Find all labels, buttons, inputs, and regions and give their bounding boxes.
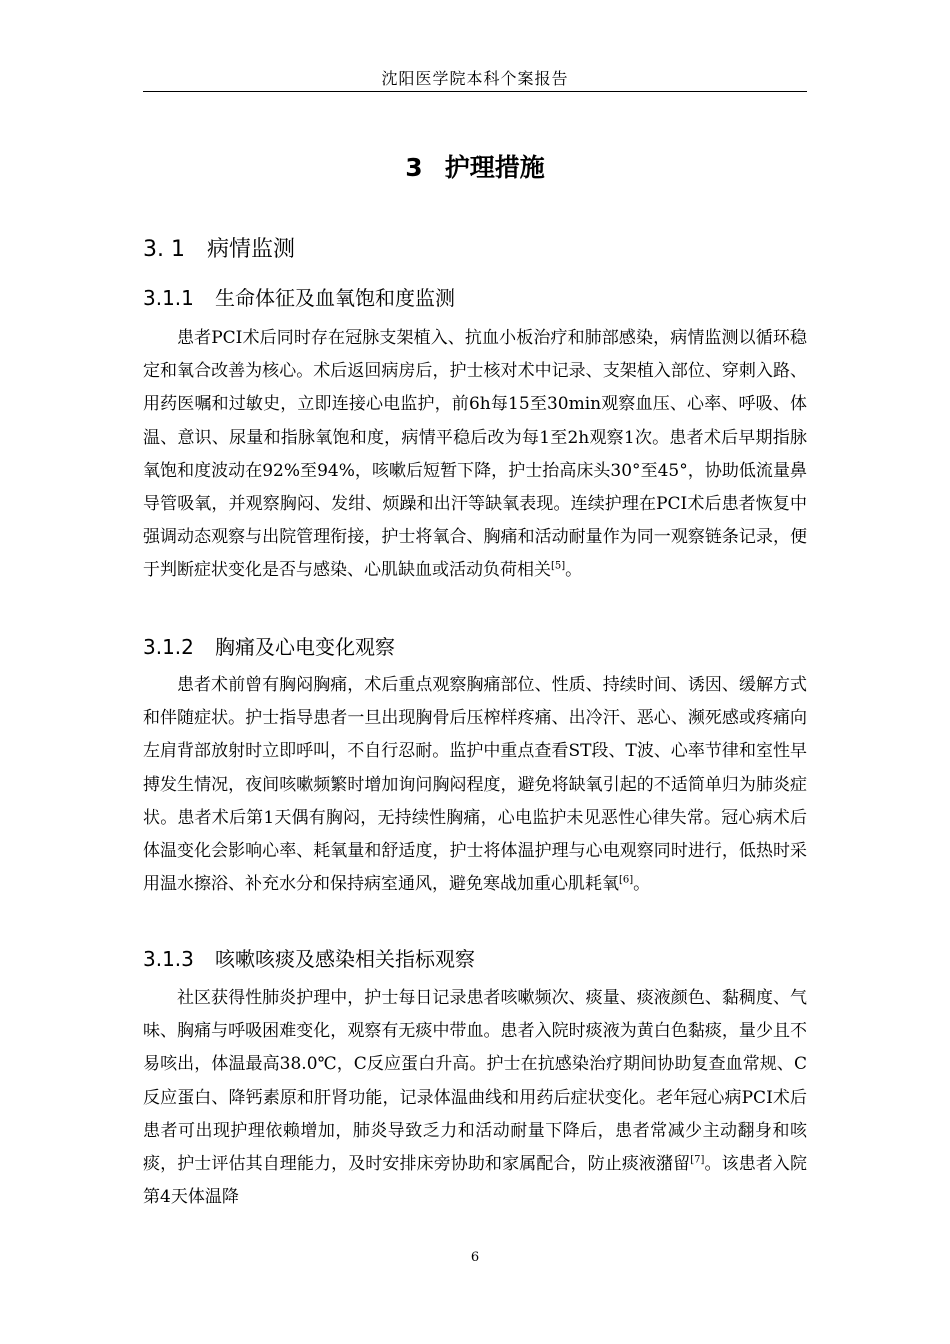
page-number: 6 [470, 1250, 480, 1265]
subsection-number: 3.1.1 [143, 286, 194, 310]
paragraph [143, 669, 807, 901]
section-number: 3. 1 [143, 237, 185, 262]
subsection-title: 咳嗽咳痰及感染相关指标观察 [215, 947, 475, 971]
citation-ref: [5] [551, 560, 566, 572]
header-rule [143, 91, 807, 92]
paragraph-end: 。 [565, 560, 583, 581]
subsection-heading [143, 943, 475, 972]
paragraph [143, 982, 807, 1214]
paragraph-text: 社区获得性肺炎护理中，护士每日记录患者咳嗽频次、痰量、痰液颜色、黏稠度、气味、胸痛与呼吸困难变化，观察有无痰中带血。患者入院时痰液为黄白色黏痰，量少且不易咳出，体温最高38.0℃，C反应蛋白升高。护士在抗感染治疗期间协助复查血常规、C反应蛋白、降钙素原和肝肾功能，记录体温曲线和用药后症状变化。老年冠心病PCI术后患者可出现护理依赖增加，肺炎导致乏力和活动耐量下降后，患者常减少主动翻身和咳痰，护士评估其自理能力，及时安排床旁协助和家属配合，防止痰液潴留 [143, 988, 807, 1175]
section-heading [143, 232, 295, 263]
subsection-number: 3.1.2 [143, 635, 194, 659]
paragraph-text: 患者术前曾有胸闷胸痛，术后重点观察胸痛部位、性质、持续时间、诱因、缓解方式和伴随症状。护士指导患者一旦出现胸骨后压榨样疼痛、出冷汗、恶心、濒死感或疼痛向左肩背部放射时立即呼叫，不自行忍耐。监护中重点查看ST段、T波、心率节律和室性早搏发生情况，夜间咳嗽频繁时增加询问胸闷程度，避免将缺氧引起的不适简单归为肺炎症状。患者术后第1天偶有胸闷，无持续性胸痛，心电监护未见恶性心律失常。冠心病术后体温变化会影响心率、耗氧量和舒适度，护士将体温护理与心电观察同时进行，低热时采用温水擦浴、补充水分和保持病室通风，避免寒战加重心肌耗氧 [143, 675, 807, 895]
citation-ref: [6] [619, 874, 634, 886]
section-title: 病情监测 [207, 237, 296, 262]
subsection-number: 3.1.3 [143, 947, 194, 971]
chapter-number: 3 [405, 153, 423, 182]
subsection-heading [143, 282, 455, 311]
subsection-title: 胸痛及心电变化观察 [215, 635, 395, 659]
paragraph-text: 患者PCI术后同时存在冠脉支架植入、抗血小板治疗和肺部感染，病情监测以循环稳定和氧合改善为核心。术后返回病房后，护士核对术中记录、支架植入部位、穿刺入路、用药医嘱和过敏史，立即连接心电监护，前6h每15至30min观察血压、心率、呼吸、体温、意识、尿量和指脉氧饱和度，病情平稳后改为每1至2h观察1次。患者术后早期指脉氧饱和度波动在92%至94%，咳嗽后短暂下降，护士抬高床头30°至45°，协助低流量鼻导管吸氧，并观察胸闷、发绀、烦躁和出汗等缺氧表现。连续护理在PCI术后患者恢复中强调动态观察与出院管理衔接，护士将氧合、胸痛和活动耐量作为同一观察链条记录，便于判断症状变化是否与感染、心肌缺血或活动负荷相关 [143, 328, 807, 581]
citation-ref: [7] [690, 1154, 705, 1166]
paragraph-end: 。该患者入院第4天体温降 [143, 1154, 808, 1208]
paragraph-end: 。 [633, 874, 651, 895]
chapter-title: 护理措施 [444, 153, 545, 182]
subsection-heading [143, 631, 395, 660]
subsection-title: 生命体征及血氧饱和度监测 [215, 286, 455, 310]
paragraph [143, 322, 807, 588]
page-header: 沈阳医学院本科个案报告 [381, 69, 569, 88]
chapter-heading [143, 148, 807, 184]
